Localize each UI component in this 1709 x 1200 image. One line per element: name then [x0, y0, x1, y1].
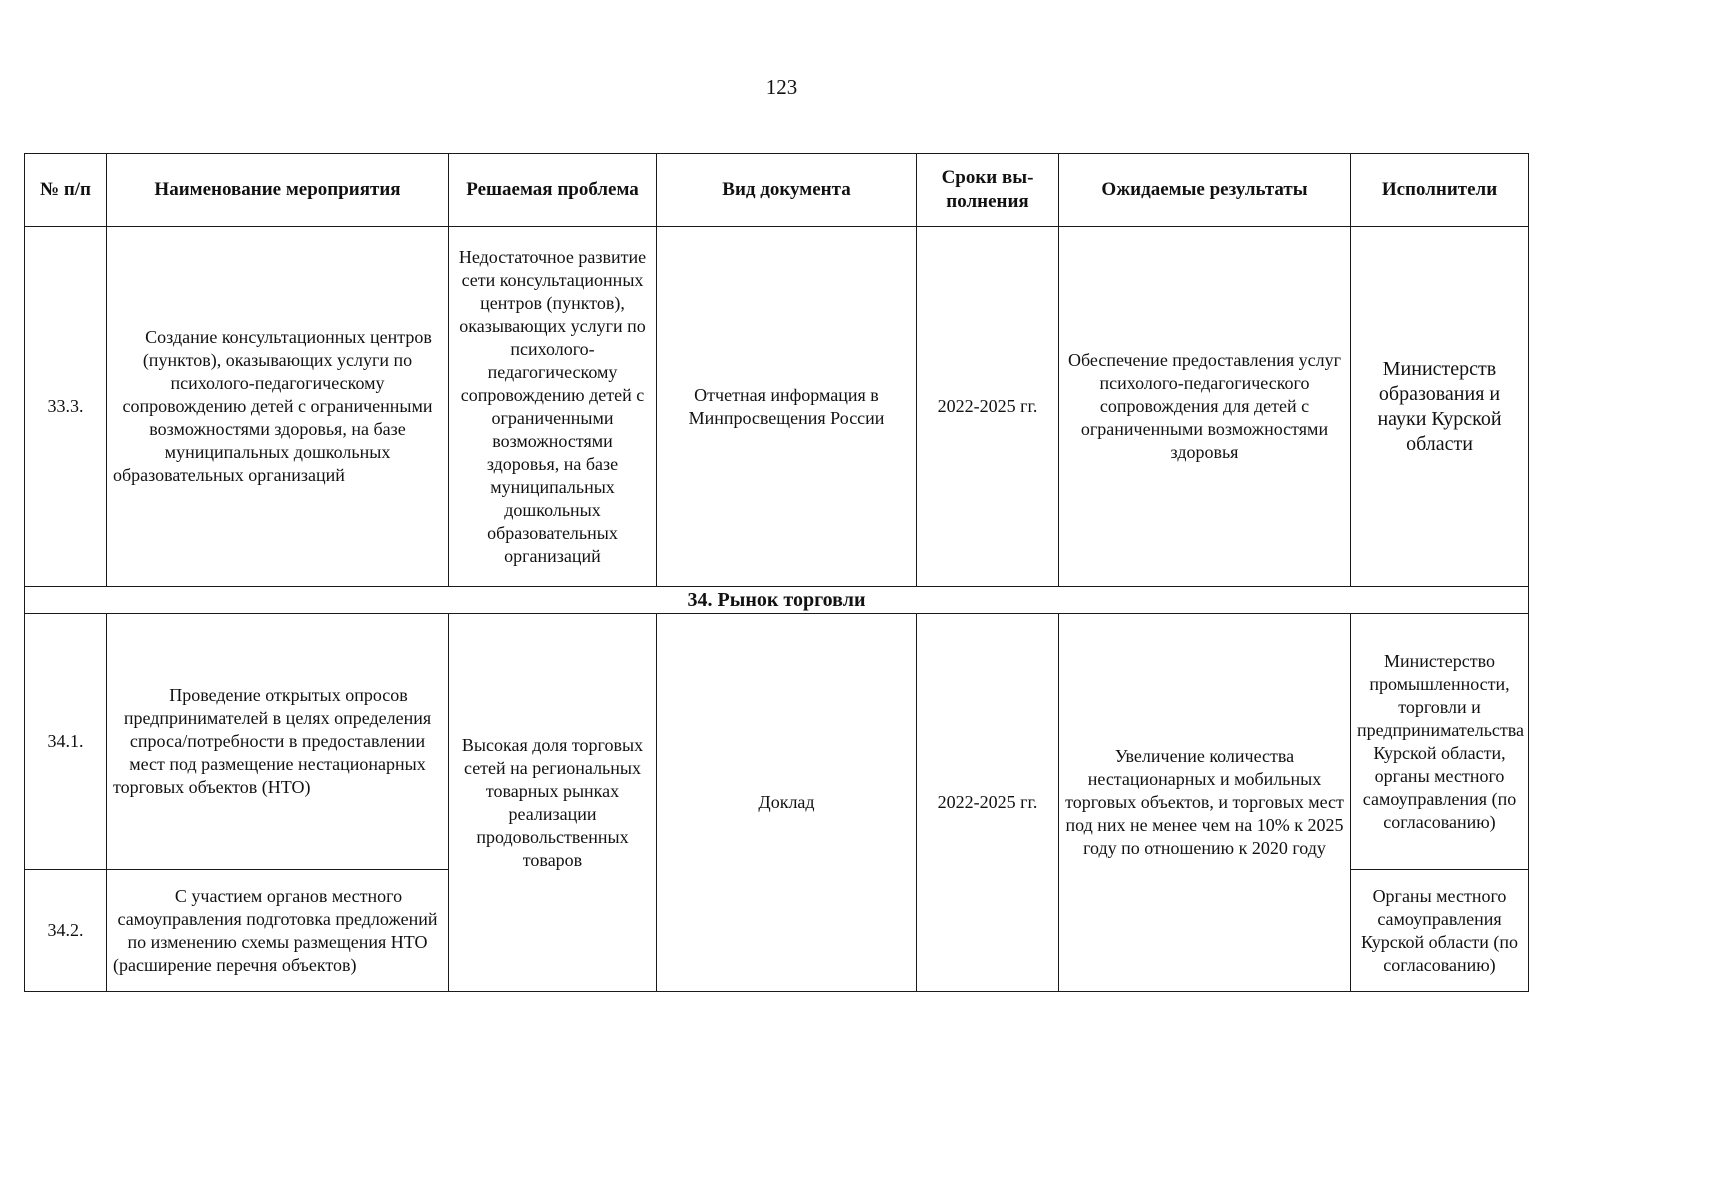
doc-type: Отчетная информация в Минпросвещения России: [657, 227, 917, 587]
row-num: 34.1.: [25, 614, 107, 870]
executors: Органы местного самоуправления Курской области (по согласованию): [1351, 870, 1529, 992]
executors: Министерство промышленности, торговли и предпринимательства Курской области, органы местного самоуправления (по согласованию): [1351, 614, 1529, 870]
header-problem: Решаемая проблема: [449, 154, 657, 227]
table-row-33-3: [25, 227, 1529, 587]
doc-type: Доклад: [657, 614, 917, 992]
header-results: Ожидаемые результаты: [1059, 154, 1351, 227]
header-executors: Исполнители: [1351, 154, 1529, 227]
table-row-34-1: [25, 614, 1529, 870]
header-num: № п/п: [25, 154, 107, 227]
executors: Министерств образования и науки Курской области: [1351, 227, 1529, 587]
event-name: Проведение открытых опросов предпринимателей в целях определения спроса/потребности в предоставлении мест под размещение нестационарных торговых объектов (НТО): [107, 614, 449, 870]
table-header-row: [25, 154, 1529, 227]
row-num: 34.2.: [25, 870, 107, 992]
header-event: Наименование мероприятия: [107, 154, 449, 227]
page-number: 123: [765, 75, 798, 99]
problem-text: Высокая доля торговых сетей на региональных товарных рынках реализации продовольственных товаров: [449, 614, 657, 992]
row-num: 33.3.: [25, 227, 107, 587]
event-name: С участием органов местного самоуправления подготовка предложений по изменению схемы размещения НТО (расширение перечня объектов): [107, 870, 449, 992]
problem-text: Недостаточное развитие сети консультационных центров (пунктов), оказывающих услуги по психолого-педагогическому сопровождению детей с ограниченными возможностями здоровья, на базе муниципальных дошкольных образовательных организаций: [449, 227, 657, 587]
deadline: 2022-2025 гг.: [917, 614, 1059, 992]
measures-table: [24, 153, 1529, 992]
header-deadline: Сроки вы-полнения: [917, 154, 1059, 227]
expected-results: Увеличение количества нестационарных и мобильных торговых объектов, и торговых мест под них не менее чем на 10% к 2025 году по отношению к 2020 году: [1059, 614, 1351, 992]
section-row: [25, 587, 1529, 614]
event-name: Создание консультационных центров (пунктов), оказывающих услуги по психолого-педагогическому сопровождению детей с ограниченными возможностями здоровья, на базе муниципальных дошкольных образовательных организаций: [107, 227, 449, 587]
expected-results: Обеспечение предоставления услуг психолого-педагогического сопровождения для детей с ограниченными возможностями здоровья: [1059, 227, 1351, 587]
header-doc-type: Вид документа: [657, 154, 917, 227]
deadline: 2022-2025 гг.: [917, 227, 1059, 587]
section-title: 34. Рынок торговли: [25, 587, 1529, 614]
